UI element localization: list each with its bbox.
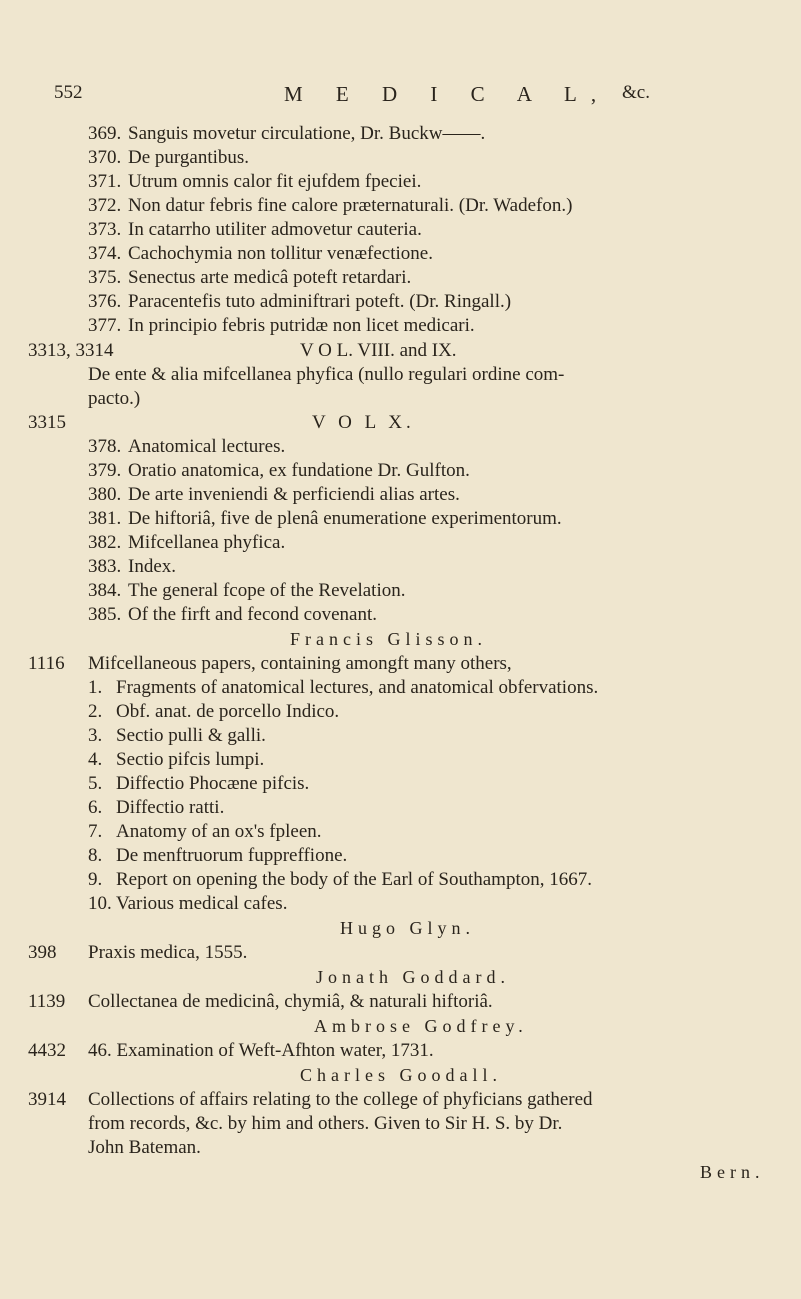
- catalogue-number: 4432: [28, 1040, 66, 1061]
- item-description: Collectanea de medicinâ, chymiâ, & naturali hiftoriâ.: [88, 991, 493, 1012]
- entry: 371. Utrum omnis calor fit ejufdem fpeciei.: [88, 171, 422, 192]
- entry: 377. In principio febris putridæ non licet medicari.: [88, 315, 475, 336]
- list-item: 6. Diffectio ratti.: [88, 797, 225, 818]
- entry: 378. Anatomical lectures.: [88, 436, 286, 457]
- list-item: 5. Diffectio Phocæne pifcis.: [88, 773, 310, 794]
- entry: 376. Paracentefis tuto adminiftrari poteft. (Dr. Ringall.): [88, 291, 512, 312]
- item-description: 46. Examination of Weft-Afhton water, 1731.: [88, 1040, 434, 1061]
- catalogue-number: 3315: [28, 412, 66, 433]
- entry: 373. In catarrho utiliter admovetur cauteria.: [88, 219, 422, 240]
- catalogue-number: 1116: [28, 653, 65, 674]
- list-item: 2. Obf. anat. de porcello Indico.: [88, 701, 340, 722]
- entry: 374. Cachochymia non tollitur venæfectione.: [88, 243, 433, 264]
- running-title-etc: &c.: [622, 82, 650, 103]
- page-number: 552: [54, 82, 83, 103]
- volume-heading: V O L X.: [312, 412, 415, 433]
- catalogue-number: 3313, 3314: [28, 340, 114, 361]
- list-item: 8. De menftruorum fuppreffione.: [88, 845, 348, 866]
- author-heading: Hugo Glyn.: [340, 918, 475, 938]
- item-description-continued: John Bateman.: [88, 1137, 201, 1158]
- volume-description-continued: pacto.): [88, 388, 141, 409]
- volume-heading: V O L. VIII. and IX.: [300, 340, 457, 361]
- list-item: 9. Report on opening the body of the Earl of Southampton, 1667.: [88, 869, 592, 890]
- entry: 385. Of the firft and fecond covenant.: [88, 604, 378, 625]
- catalogue-number: 1139: [28, 991, 66, 1012]
- list-item: 1. Fragments of anatomical lectures, and anatomical obfervations.: [88, 677, 599, 698]
- author-heading: Francis Glisson.: [290, 629, 487, 649]
- list-item: 4. Sectio pifcis lumpi.: [88, 749, 265, 770]
- list-item: 7. Anatomy of an ox's fpleen.: [88, 821, 322, 842]
- running-title: M E D I C A L,: [284, 82, 611, 106]
- catalogue-number: 398: [28, 942, 57, 963]
- item-description: Collections of affairs relating to the college of phyficians gathered: [88, 1089, 593, 1110]
- entry: 380. De arte inveniendi & perficiendi alias artes.: [88, 484, 460, 505]
- item-description-continued: from records, &c. by him and others. Given to Sir H. S. by Dr.: [88, 1113, 563, 1134]
- item-description: Praxis medica, 1555.: [88, 942, 248, 963]
- entry: 383. Index.: [88, 556, 177, 577]
- list-item: 3. Sectio pulli & galli.: [88, 725, 266, 746]
- entry: 384. The general fcope of the Revelation.: [88, 580, 406, 601]
- entry: 372. Non datur febris fine calore præternaturali. (Dr. Wadefon.): [88, 195, 573, 216]
- entry: 381. De hiftoriâ, five de plenâ enumeratione experimentorum.: [88, 508, 562, 529]
- catchword: Bern.: [700, 1162, 765, 1182]
- author-heading: Ambrose Godfrey.: [314, 1016, 528, 1036]
- list-item: 10. Various medical cafes.: [88, 893, 288, 914]
- author-heading: Charles Goodall.: [300, 1065, 502, 1085]
- entry: 370. De purgantibus.: [88, 147, 250, 168]
- author-heading: Jonath Goddard.: [316, 967, 510, 987]
- entry: 369. Sanguis movetur circulatione, Dr. Buckw——.: [88, 123, 486, 144]
- page-header: [54, 82, 774, 112]
- catalogue-number: 3914: [28, 1089, 66, 1110]
- entry: 375. Senectus arte medicâ poteft retardari.: [88, 267, 412, 288]
- entry: 379. Oratio anatomica, ex fundatione Dr. Gulfton.: [88, 460, 470, 481]
- item-description: Mifcellaneous papers, containing amongft many others,: [88, 653, 512, 674]
- volume-description: De ente & alia mifcellanea phyfica (nullo regulari ordine com-: [88, 364, 565, 385]
- entry: 382. Mifcellanea phyfica.: [88, 532, 286, 553]
